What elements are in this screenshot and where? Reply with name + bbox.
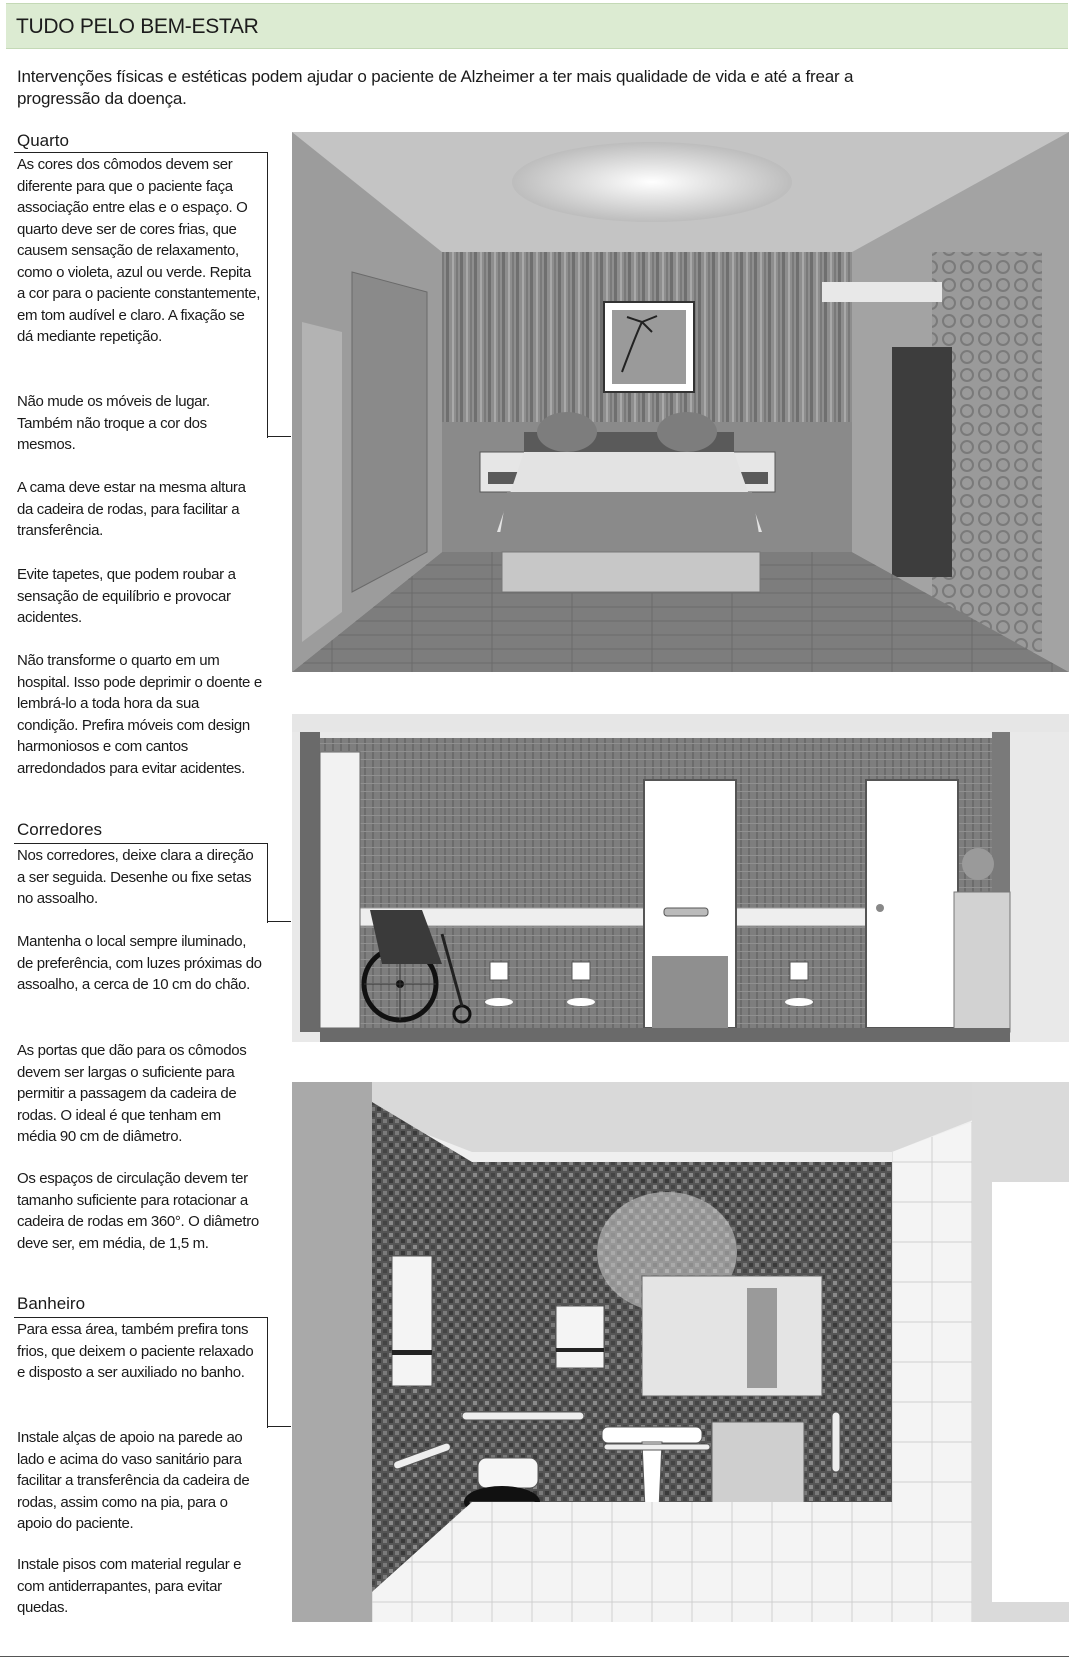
banheiro-paragraph-2: Instale alças de apoio na parede ao lado e acima do vaso sanitário para facilitar a transferência da cadeira de rodas, assim como na pia, para o apoio do paciente. (17, 1429, 250, 1532)
section-title-corredores: Corredores (17, 820, 103, 839)
quarto-paragraph-5: Não transforme o quarto em um hospital. Isso pode deprimir o doente e lembrá-lo a toda hora da sua condição. Prefira móveis com design harmoniosos e com cantos arredondados para evitar acidentes. (17, 652, 262, 777)
corridor-illustration (292, 714, 1069, 1042)
corredores-paragraph-3: As portas que dão para os cômodos devem ser largas o suficiente para permitir a passagem da cadeira de rodas. O ideal é que tenham em média 90 cm de diâmetro. (17, 1042, 247, 1145)
section-title-quarto: Quarto (17, 131, 69, 150)
quarto-paragraph-2: Não mude os móveis de lugar. Também não troque a cor dos mesmos. (17, 393, 210, 453)
section-title-banheiro: Banheiro (17, 1294, 86, 1313)
banheiro-paragraph-1: Para essa área, também prefira tons frios, que deixem o paciente relaxado e disposto a ser auxiliado no banho. (17, 1321, 254, 1381)
corredores-paragraph-1: Nos corredores, deixe clara a direção a ser seguida. Desenhe ou fixe setas no assoalho. (17, 847, 254, 907)
footer-rule (0, 1656, 1069, 1657)
banheiro-paragraph-3: Instale pisos com material regular e com antiderrapantes, para evitar quedas. (17, 1556, 242, 1616)
callout-tail-quarto (267, 436, 291, 437)
quarto-paragraph-4: Evite tapetes, que podem roubar a sensação de equilíbrio e provocar acidentes. (17, 566, 236, 626)
callout-tail-corredores (267, 921, 291, 922)
header-banner (6, 3, 1068, 49)
bedroom-illustration (292, 132, 1069, 672)
corredores-paragraph-4: Os espaços de circulação devem ter tamanho suficiente para rotacionar a cadeira de rodas em 360°. O diâmetro deve ser, em média, de 1,5 m. (17, 1170, 259, 1252)
intro-text: Intervenções físicas e estéticas podem ajudar o paciente de Alzheimer a ter mais qualidade de vida e até a frear a progressão da doença. (17, 67, 854, 108)
corredores-paragraph-2: Mantenha o local sempre iluminado, de preferência, com luzes próximas do assoalho, a cerca de 10 cm do chão. (17, 933, 262, 993)
quarto-paragraph-1: As cores dos cômodos devem ser diferente para que o paciente faça associação entre elas e o espaço. O quarto deve ser de cores frias, que causem sensação de relaxamento, como o violeta, azul ou verde. Repita a cor para o paciente constantemente, em tom audível e claro. A fixação se dá mediante repetição. (17, 156, 261, 345)
page-title: TUDO PELO BEM-ESTAR (16, 15, 259, 38)
bathroom-illustration (292, 1082, 1069, 1622)
quarto-paragraph-3: A cama deve estar na mesma altura da cadeira de rodas, para facilitar a transferência. (17, 479, 246, 539)
callout-tail-banheiro (267, 1426, 291, 1427)
